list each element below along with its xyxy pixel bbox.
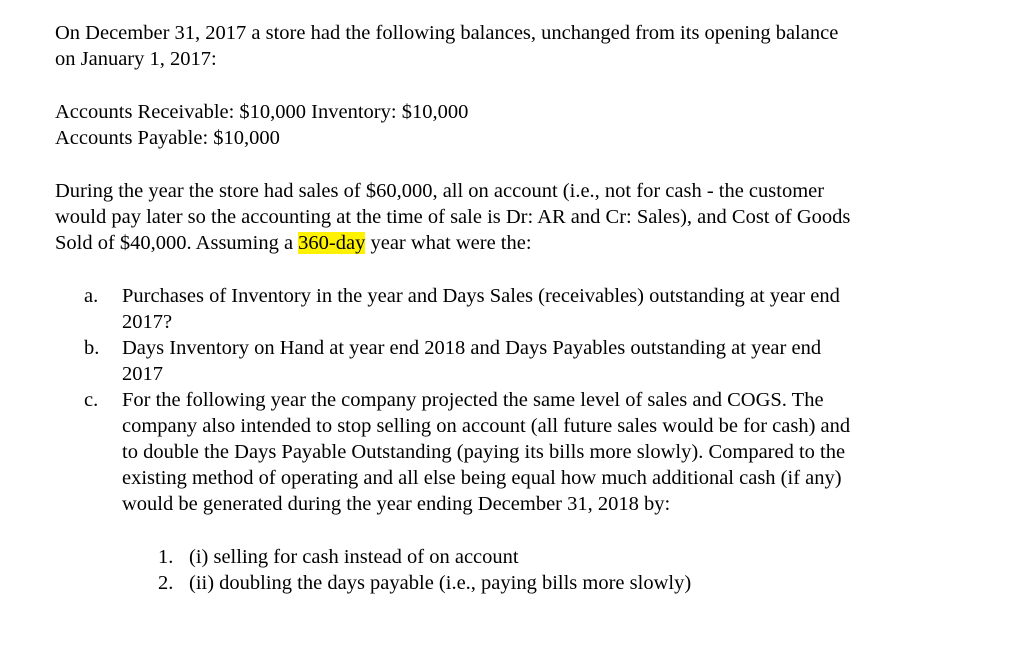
- list-item-b: [84, 335, 985, 387]
- part-b-line-2: 2017: [122, 363, 163, 385]
- intro-line-1: On December 31, 2017 a store had the following balances, unchanged from its opening balance: [55, 22, 839, 44]
- part-c-line-4: existing method of operating and all else being equal how much additional cash (if any): [122, 467, 842, 489]
- balances-line-2: Accounts Payable: $10,000: [55, 127, 280, 149]
- intro-paragraph: [55, 20, 985, 72]
- question-line-1: During the year the store had sales of $60,000, all on account (i.e., not for cash - the customer: [55, 180, 825, 202]
- highlighted-text: 360-day: [298, 232, 366, 254]
- question-line-3: [55, 230, 985, 256]
- document-body: [55, 20, 985, 596]
- part-a-line-2: 2017?: [122, 311, 173, 333]
- subpart-text-1: (i) selling for cash instead of on account: [189, 546, 519, 568]
- subpart-marker-1: 1.: [158, 546, 174, 568]
- list-item-a: [84, 283, 985, 335]
- part-c-line-5: would be generated during the year ending December 31, 2018 by:: [122, 493, 671, 515]
- intro-line-2: on January 1, 2017:: [55, 48, 217, 70]
- part-b-line-1: Days Inventory on Hand at year end 2018 and Days Payables outstanding at year end: [122, 337, 822, 359]
- list-marker-c: c.: [84, 389, 99, 411]
- part-c-line-2: company also intended to stop selling on account (all future sales would be for cash) and: [122, 415, 851, 437]
- question-line-2: would pay later so the accounting at the time of sale is Dr: AR and Cr: Sales), and Cost of Goods: [55, 206, 851, 228]
- balances-line-1: Accounts Receivable: $10,000 Inventory: $10,000: [55, 101, 469, 123]
- part-c-line-3: to double the Days Payable Outstanding (paying its bills more slowly). Compared to the: [122, 441, 846, 463]
- subparts-list: [158, 544, 985, 596]
- list-marker-b: b.: [84, 337, 100, 359]
- subpart-text-2: (ii) doubling the days payable (i.e., paying bills more slowly): [189, 572, 692, 594]
- question-line-3-start: Sold of $40,000. Assuming a: [55, 232, 299, 254]
- list-item-c: [84, 387, 985, 517]
- question-line-3-end: year what were the:: [365, 232, 532, 254]
- subpart-marker-2: 2.: [158, 572, 174, 594]
- subpart-item-2: [158, 570, 985, 596]
- part-c-line-1: For the following year the company projected the same level of sales and COGS. The: [122, 389, 824, 411]
- balances-paragraph: [55, 99, 985, 151]
- parts-list: [84, 283, 985, 517]
- question-paragraph: [55, 178, 985, 256]
- part-a-line-1: Purchases of Inventory in the year and Days Sales (receivables) outstanding at year end: [122, 285, 840, 307]
- list-marker-a: a.: [84, 285, 99, 307]
- subpart-item-1: [158, 544, 985, 570]
